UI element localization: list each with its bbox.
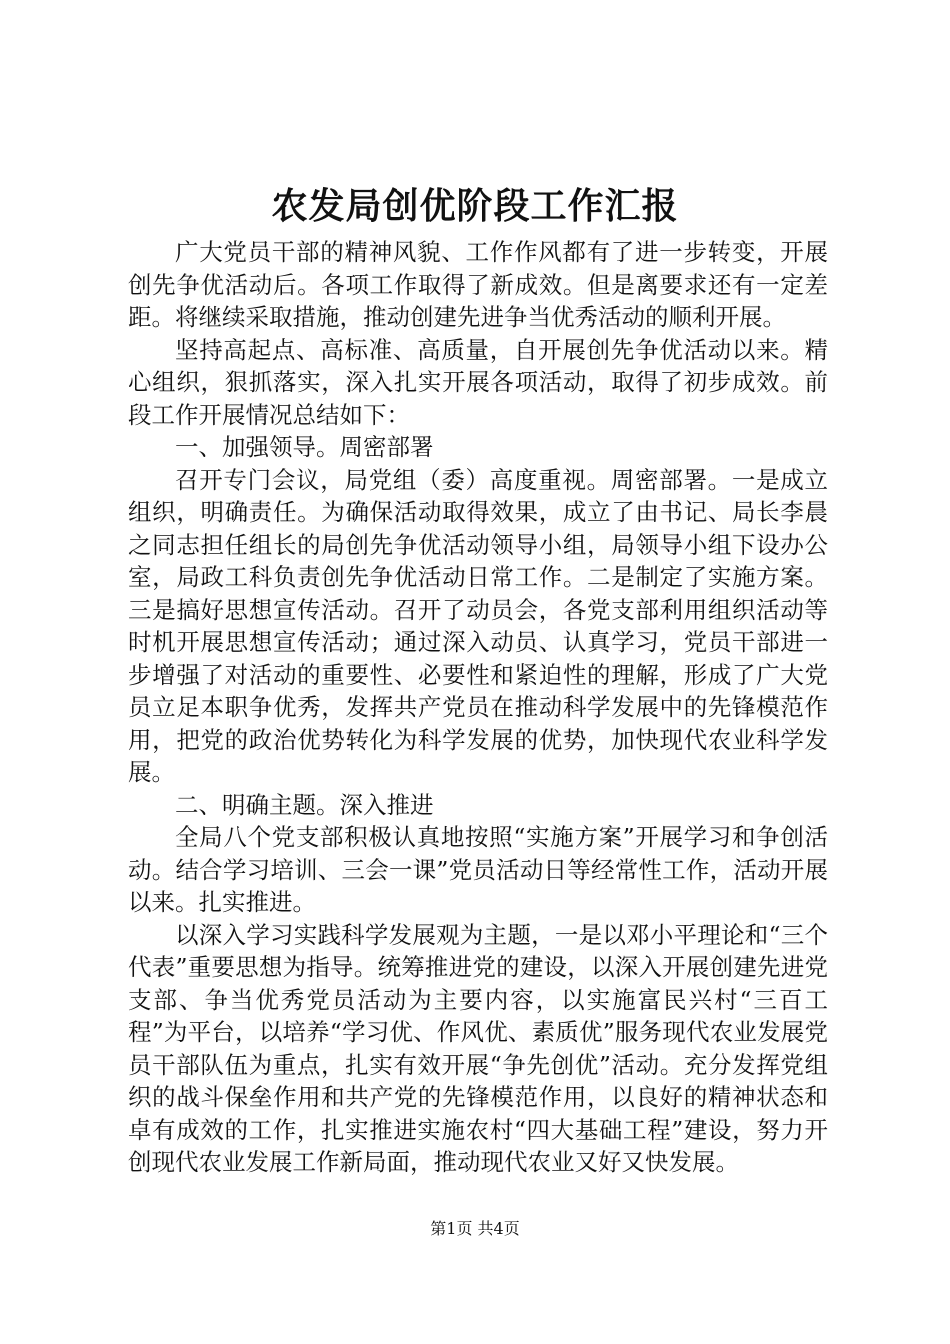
paragraph: 以深入学习实践科学发展观为主题，一是以邓小平理论和“三个代表”重要思想为指导。统筹推进党的建设，以深入开展创建先进党支部、争当优秀党员活动为主要内容，以实施富民兴村“三百工程”为平台，以培养“学习优、作风优、素质优”服务现代农业发展党员干部队伍为重点，扎实有效开展“争先创优”活动。充分发挥党组织的战斗保垒作用和共产党的先锋模范作用，以良好的精神状态和卓有成效的工作，扎实推进实施农村“四大基础工程”建设，努力开创现代农业发展工作新局面，推动现代农业又好又快发展。 bbox=[128, 920, 828, 1176]
paragraph: 召开专门会议，局党组（委）高度重视。周密部署。一是成立组织，明确责任。为确保活动取得效果，成立了由书记、局长李晨之同志担任组长的局创先争优活动领导小组，局领导小组下设办公室，局政工科负责创先争优活动日常工作。二是制定了实施方案。三是搞好思想宣传活动。召开了动员会，各党支部利用组织活动等时机开展思想宣传活动；通过深入动员、认真学习，党员干部进一步增强了对活动的重要性、必要性和紧迫性的理解，形成了广大党员立足本职争优秀，发挥共产党员在推动科学发展中的先锋模范作用，把党的政治优势转化为科学发展的优势，加快现代农业科学发展。 bbox=[128, 465, 828, 786]
section-heading: 二、明确主题。深入推进 bbox=[175, 790, 434, 819]
page-footer: 第1页 共4页 bbox=[430, 1219, 520, 1238]
document-body bbox=[128, 236, 828, 1179]
paragraph: 广大党员干部的精神风貌、工作作风都有了进一步转变，开展创先争优活动后。各项工作取得了新成效。但是离要求还有一定差距。将继续采取措施，推动创建先进争当优秀活动的顺利开展。 bbox=[128, 238, 828, 331]
section-heading: 一、加强领导。周密部署 bbox=[175, 433, 434, 461]
paragraph: 坚持高起点、高标准、高质量，自开展创先争优活动以来。精心组织，狠抓落实，深入扎实开展各项活动，取得了初步成效。前段工作开展情况总结如下： bbox=[128, 335, 828, 429]
paragraph: 全局八个党支部积极认真地按照“实施方案”开展学习和争创活动。结合学习培训、三会一课”党员活动日等经常性工作，活动开展以来。扎实推进。 bbox=[128, 823, 828, 916]
document-title: 农发局创优阶段工作汇报 bbox=[271, 185, 679, 227]
